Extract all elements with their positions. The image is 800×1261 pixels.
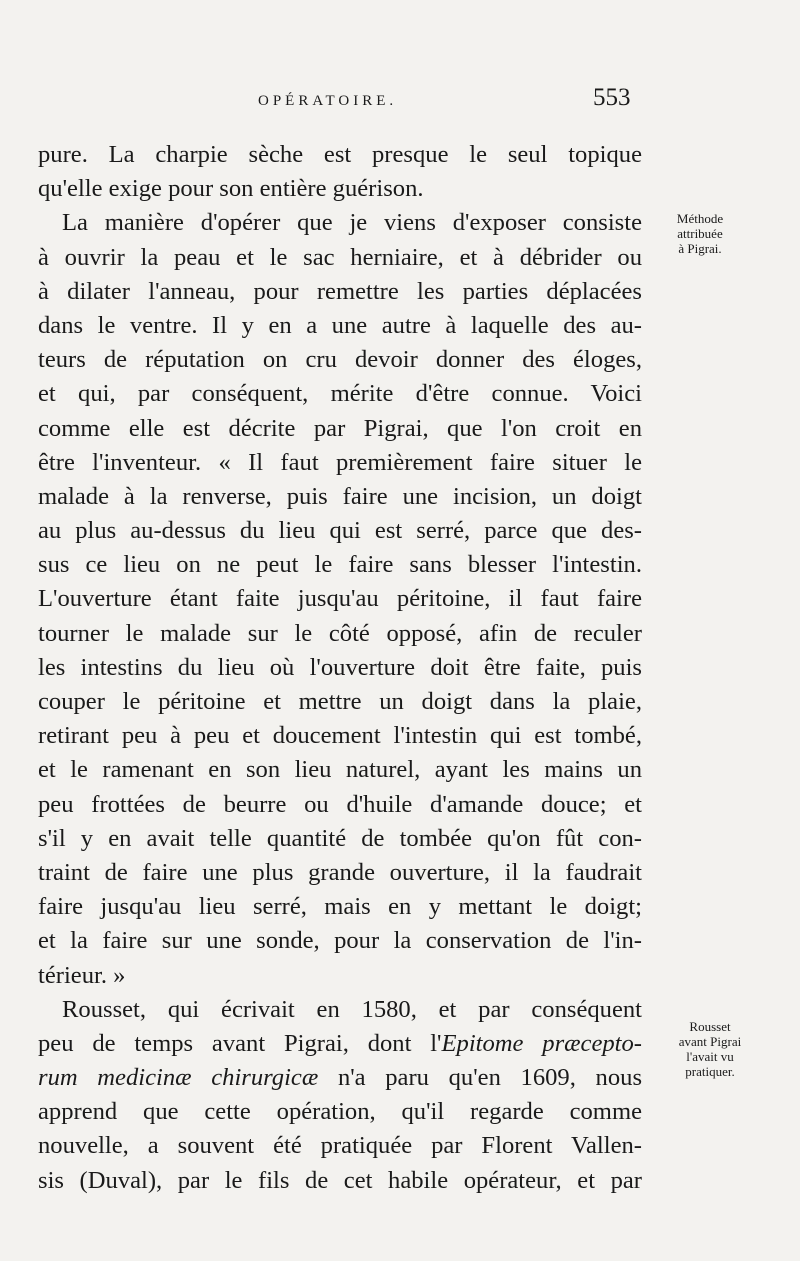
- italic-title: Epitome præcepto-: [441, 1029, 642, 1057]
- text-line: à ouvrir la peau et le sac herniaire, et à débrider ou: [38, 243, 642, 271]
- margin-note-line: pratiquer.: [685, 1064, 735, 1079]
- page-number: 553: [593, 84, 631, 111]
- text-line: peu frottées de beurre ou d'huile d'amande douce; et: [38, 790, 642, 818]
- text-line: qu'elle exige pour son entière guérison.: [38, 175, 424, 203]
- margin-note-line: à Pigrai.: [678, 241, 722, 256]
- margin-note-line: Méthode: [676, 211, 724, 226]
- text-line: faire jusqu'au lieu serré, mais en y mettant le doigt;: [38, 893, 642, 921]
- text-line: La manière d'opérer que je viens d'exposer consiste: [62, 209, 642, 237]
- margin-note-methode: [660, 211, 740, 256]
- text-line-mixed: [38, 1027, 642, 1061]
- text-line: à dilater l'anneau, pour remettre les parties déplacées: [38, 277, 642, 305]
- text-line: apprend que cette opération, qu'il regarde comme: [38, 1098, 642, 1126]
- text-line: sus ce lieu on ne peut le faire sans blesser l'intestin.: [38, 551, 642, 579]
- text-line: malade à la renverse, puis faire une incision, un doigt: [38, 482, 642, 510]
- text-line: Rousset, qui écrivait en 1580, et par conséquent: [62, 995, 642, 1023]
- text-line: comme elle est décrite par Pigrai, que l'on croit en: [38, 414, 642, 442]
- text-line: térieur. »: [38, 961, 126, 989]
- running-head: OPÉRATOIRE.: [258, 93, 398, 109]
- text-segment: n'a paru qu'en 1609, nous: [318, 1064, 643, 1092]
- text-line: et qui, par conséquent, mérite d'être connue. Voici: [38, 380, 642, 408]
- text-line: teurs de réputation on cru devoir donner des éloges,: [38, 346, 642, 374]
- text-line: pure. La charpie sèche est presque le seul topique: [38, 141, 642, 168]
- text-line: être l'inventeur. « Il faut premièrement faire situer le: [38, 448, 642, 476]
- text-line: les intestins du lieu où l'ouverture doit être faite, puis: [38, 653, 642, 681]
- text-line: tourner le malade sur le côté opposé, afin de reculer: [38, 619, 642, 647]
- body-text: [38, 138, 642, 1198]
- text-line: nouvelle, a souvent été pratiquée par Florent Vallen-: [38, 1132, 642, 1160]
- text-line: s'il y en avait telle quantité de tombée qu'on fût con-: [38, 824, 642, 852]
- margin-note-rousset: [660, 1019, 760, 1079]
- text-line: L'ouverture étant faite jusqu'au péritoine, il faut faire: [38, 585, 642, 613]
- text-line: et la faire sur une sonde, pour la conservation de l'in-: [38, 927, 642, 955]
- text-line: sis (Duval), par le fils de cet habile opérateur, et par: [38, 1166, 642, 1194]
- margin-note-line: Rousset: [689, 1019, 731, 1034]
- text-line: traint de faire une plus grande ouverture, il la faudrait: [38, 858, 642, 886]
- margin-note-line: avant Pigrai: [678, 1034, 742, 1049]
- margin-note-line: attribuée: [677, 226, 723, 241]
- text-line: couper le péritoine et mettre un doigt dans la plaie,: [38, 688, 642, 715]
- text-line: et le ramenant en son lieu naturel, ayant les mains un: [38, 756, 642, 784]
- text-line: retirant peu à peu et doucement l'intestin qui est tombé,: [38, 722, 642, 750]
- italic-title: rum medicinæ chirurgicæ: [38, 1064, 319, 1092]
- margin-note-line: l'avait vu: [686, 1049, 734, 1064]
- text-line: au plus au-dessus du lieu qui est serré, parce que des-: [38, 517, 642, 545]
- text-line: dans le ventre. Il y en a une autre à laquelle des au-: [38, 311, 642, 339]
- text-line-mixed: [38, 1061, 642, 1095]
- text-segment: peu de temps avant Pigrai, dont l': [38, 1029, 442, 1057]
